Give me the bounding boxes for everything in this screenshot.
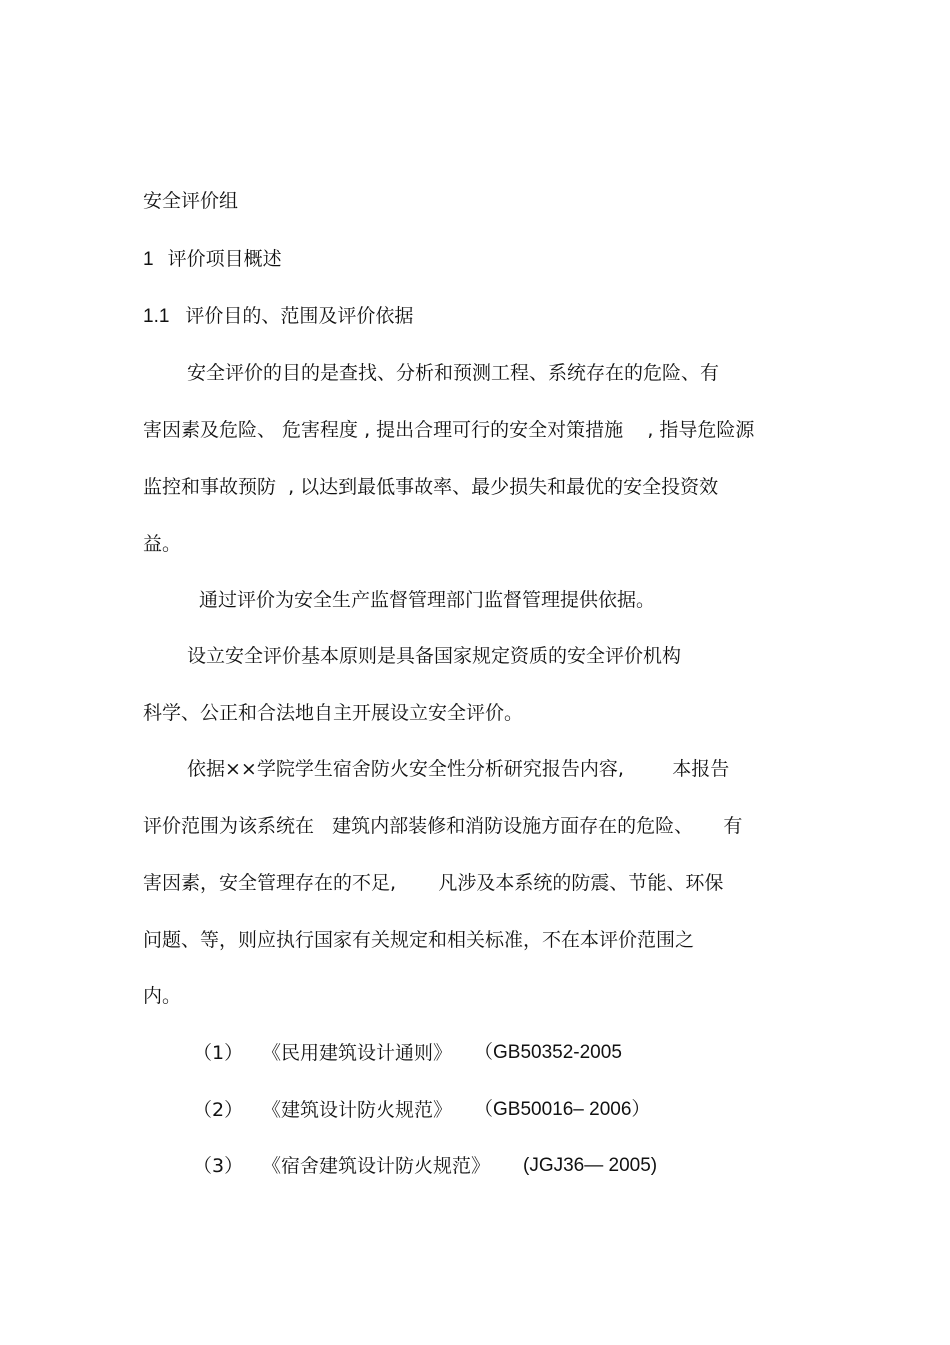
reference-1-code: （GB50352-2005 (474, 1042, 622, 1063)
reference-2-code: （GB50016– 2006） (474, 1099, 651, 1120)
reference-3-title: 《宿舍建筑设计防火规范》 (262, 1155, 491, 1177)
reference-1-index: （1） (193, 1042, 244, 1064)
reference-2-index: （2） (193, 1099, 244, 1121)
reference-3-code: (JGJ36— 2005) (523, 1155, 658, 1176)
section-1-title: 评价项目概述 (167, 248, 282, 270)
para4-line2: 评价范围为该系统在 建筑内部装修和消防设施方面存在的危险、 有 (143, 815, 743, 837)
para1-line1: 安全评价的目的是查找、分析和预测工程、系统存在的危险、有 (187, 362, 720, 384)
para2: 通过评价为安全生产监督管理部门监督管理提供依据。 (199, 589, 656, 611)
para1-line2: 害因素及危险、 危害程度 , 提出合理可行的安全对策措施 , 指导危险源 (143, 419, 755, 441)
section-1-heading (143, 246, 282, 273)
section-1-1-number: 1.1 (143, 306, 170, 327)
para1-line3: 监控和事故预防 , 以达到最低事故率、最少损失和最优的安全投资效 (143, 476, 719, 498)
reference-1-title: 《民用建筑设计通则》 (262, 1042, 453, 1064)
para3-line2: 科学、公正和合法地自主开展设立安全评价。 (143, 702, 524, 724)
para3-line1: 设立安全评价基本原则是具备国家规定资质的安全评价机构 (187, 645, 682, 667)
para1-line4: 益。 (143, 533, 182, 555)
section-1-number: 1 (143, 249, 154, 270)
reference-2-title: 《建筑设计防火规范》 (262, 1099, 453, 1121)
para4-line5: 内。 (143, 985, 182, 1007)
reference-3-index: （3） (193, 1155, 244, 1177)
para4-line4: 问题、等，则应执行国家有关规定和相关标准，不在本评价范围之 (143, 929, 695, 951)
section-1-1-heading (143, 303, 413, 330)
org-name: 安全评价组 (143, 190, 239, 212)
para4-line3: 害因素，安全管理存在的不足, 凡涉及本系统的防震、节能、环保 (143, 872, 724, 894)
para4-line1: 依据××学院学生宿舍防火安全性分析研究报告内容, 本报告 (187, 758, 730, 780)
section-1-1-title: 评价目的、范围及评价依据 (185, 305, 414, 327)
